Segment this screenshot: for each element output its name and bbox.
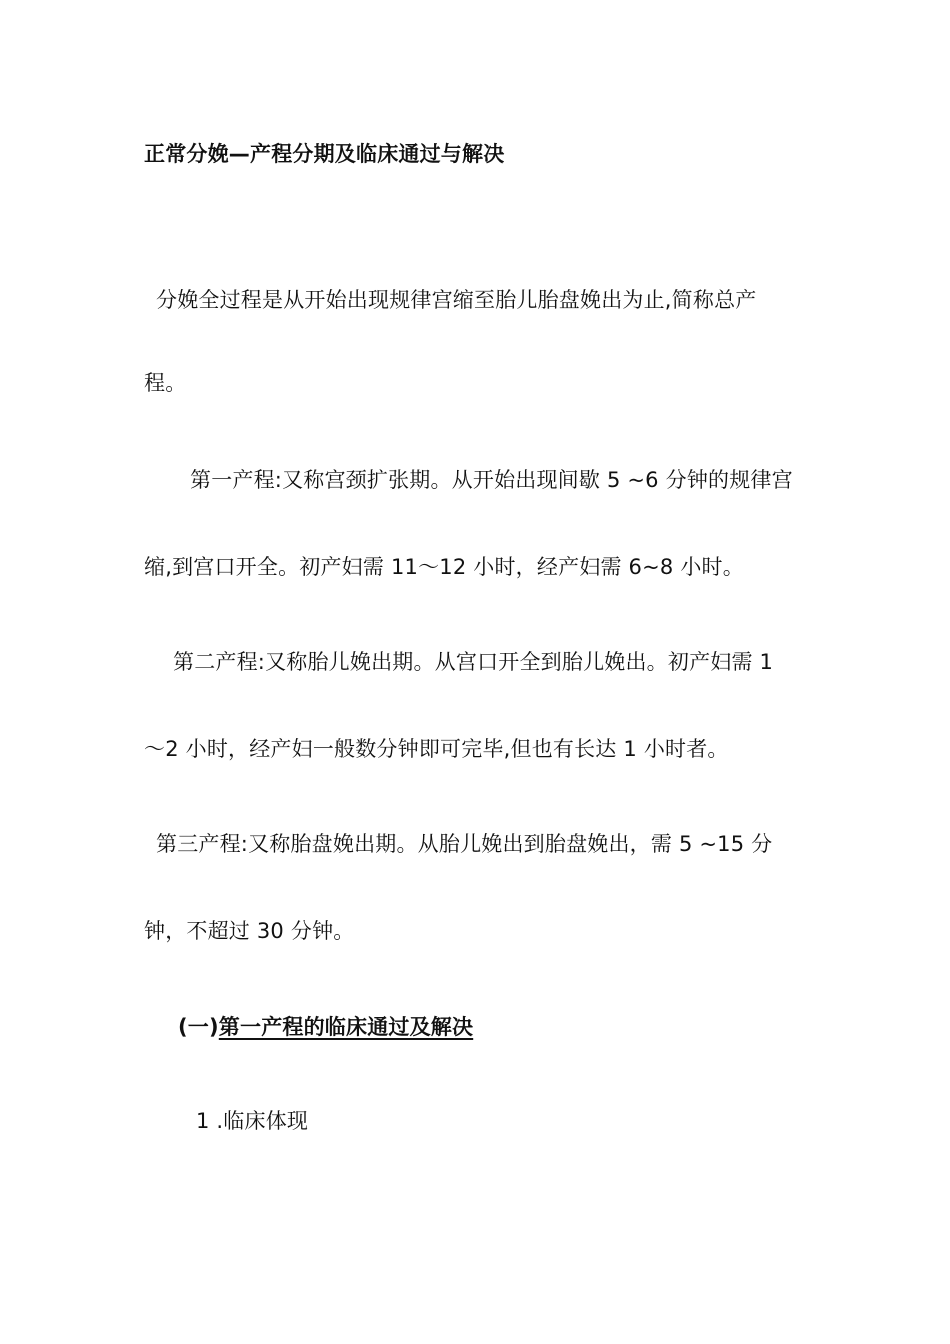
subheading: 1 .临床体现	[196, 1109, 309, 1133]
paragraph-line: 钟，不超过 30 分钟。	[144, 919, 355, 943]
section-heading-text: 第一产程的临床通过及解决	[218, 1015, 474, 1039]
paragraph-line: ～2 小时，经产妇一般数分钟即可完毕,但也有长达 1 小时者。	[144, 737, 729, 761]
paragraph-line: 第二产程:又称胎儿娩出期。从宫口开全到胎儿娩出。初产妇需 1	[173, 650, 774, 674]
paragraph-line: 第一产程:又称宫颈扩张期。从开始出现间歇 5 ~6 分钟的规律宫	[190, 468, 793, 492]
paragraph-line: 程。	[144, 371, 187, 395]
section-heading	[178, 1013, 473, 1041]
paragraph-line: 第三产程:又称胎盘娩出期。从胎儿娩出到胎盘娩出，需 5 ~15 分	[156, 832, 773, 856]
document-title: 正常分娩—产程分期及临床通过与解决	[144, 142, 505, 166]
section-heading-prefix: (一)	[178, 1015, 219, 1039]
paragraph-line: 缩,到宫口开全。初产妇需 11～12 小时，经产妇需 6~8 小时。	[144, 555, 744, 579]
paragraph-line: 分娩全过程是从开始出现规律宫缩至胎儿胎盘娩出为止,简称总产	[156, 288, 757, 312]
